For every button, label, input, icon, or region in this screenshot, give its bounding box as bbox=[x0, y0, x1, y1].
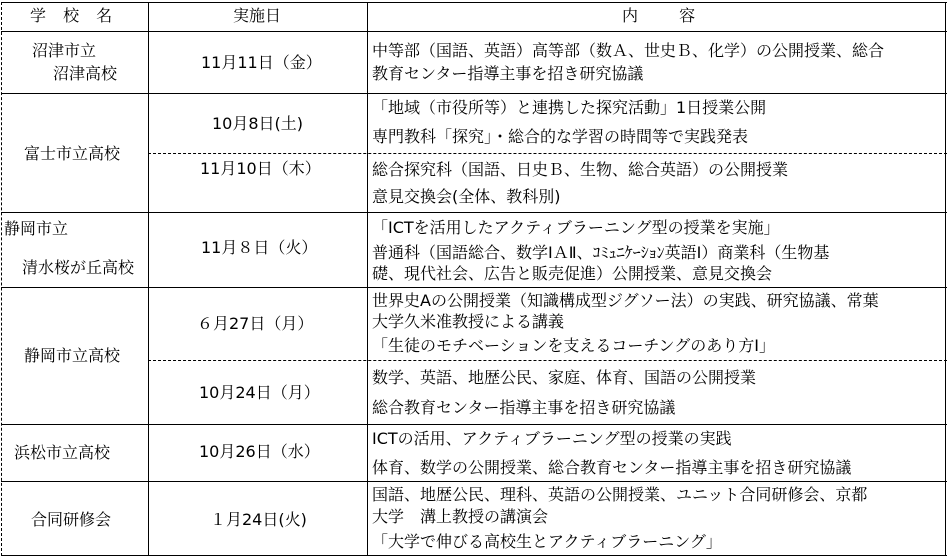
sub-row-divider bbox=[148, 153, 947, 154]
event-content: 普通科（国語総合、数学ⅠＡⅡ、ｺﾐｭﾆｹｰｼｮﾝ英語Ⅰ）商業科（生物基 bbox=[372, 243, 830, 262]
event-date: 10月26日（水） bbox=[199, 442, 320, 461]
event-content: 大学久米准教授による講義 bbox=[372, 312, 565, 331]
school-name: 沼津市立 bbox=[32, 41, 97, 60]
header-content: 内 容 bbox=[622, 6, 714, 25]
event-date: 10月8日(土) bbox=[212, 114, 304, 133]
event-date: 10月24日（月） bbox=[199, 383, 320, 402]
school-name: 沼津高校 bbox=[53, 64, 118, 83]
row-divider bbox=[1, 424, 947, 425]
school-name: 静岡市立高校 bbox=[24, 346, 121, 365]
event-content: 体育、数学の公開授業、総合教育センター指導主事を招き研究協議 bbox=[372, 458, 852, 477]
row-divider bbox=[1, 93, 947, 94]
header-bottom-border bbox=[1, 31, 947, 32]
event-content: 「大学で伸びる高校生とアクティブラーニング」 bbox=[372, 532, 722, 551]
event-content: 専門教科「探究」・総合的な学習の時間等で実践発表 bbox=[372, 127, 749, 146]
event-content: 国語、地歴公民、理科、英語の公開授業、ユニット合同研修会、京都 bbox=[372, 485, 868, 504]
event-date: 11月11日（金） bbox=[201, 53, 322, 72]
event-content: 「ICTを活用したアクティブラーニング型の授業を実施」 bbox=[372, 218, 780, 237]
school-name: 富士市立高校 bbox=[24, 144, 121, 163]
school-name: 合同研修会 bbox=[31, 510, 112, 529]
row-divider bbox=[1, 287, 947, 288]
event-content: 数学、英語、地歴公民、家庭、体育、国語の公開授業 bbox=[372, 368, 757, 387]
header-date: 実施日 bbox=[233, 6, 282, 25]
sub-row-divider bbox=[148, 360, 947, 361]
event-date: ６月27日（月） bbox=[197, 314, 314, 333]
school-name: 清水桜が丘高校 bbox=[22, 258, 135, 277]
event-content: 礎、現代社会、広告と販売促進）公開授業、意見交換会 bbox=[372, 264, 773, 283]
event-date: 11月10日（木） bbox=[200, 159, 321, 178]
event-content: 総合探究科（国語、日史Ｂ、生物、総合英語）の公開授業 bbox=[372, 160, 789, 179]
event-content: 「地域（市役所等）と連携した探究活動」1日授業公開 bbox=[372, 98, 767, 117]
header-school: 学 校 名 bbox=[30, 6, 119, 25]
event-content: 総合教育センター指導主事を招き研究協議 bbox=[372, 398, 676, 417]
event-content: 教育センター指導主事を招き研究協議 bbox=[372, 64, 644, 83]
row-divider bbox=[1, 212, 947, 213]
table-right-border bbox=[945, 2, 946, 556]
event-date: 11月８日（火） bbox=[201, 238, 318, 257]
event-content: 「生徒のモチベーションを支えるコーチングのあり方Ⅰ」 bbox=[372, 336, 775, 355]
event-content: 意見交換会(全体、教科別) bbox=[372, 187, 561, 206]
column-divider bbox=[148, 2, 149, 556]
school-name: 浜松市立高校 bbox=[14, 443, 111, 462]
row-divider bbox=[1, 481, 947, 482]
table-top-border bbox=[1, 2, 947, 3]
event-content: 世界史Aの公開授業（知識構成型ジグソー法）の実践、研究協議、常葉 bbox=[372, 291, 879, 310]
event-content: ICTの活用、アクティブラーニング型の授業の実践 bbox=[372, 429, 732, 448]
column-divider bbox=[367, 2, 368, 556]
event-content: 中等部（国語、英語）高等部（数Ａ、世史Ｂ、化学）の公開授業、総合 bbox=[372, 41, 885, 60]
table-left-border bbox=[1, 2, 2, 556]
event-date: １月24日(火) bbox=[210, 510, 307, 529]
school-name: 静岡市立 bbox=[4, 219, 69, 238]
event-content: 大学 溝上教授の講演会 bbox=[372, 507, 549, 526]
